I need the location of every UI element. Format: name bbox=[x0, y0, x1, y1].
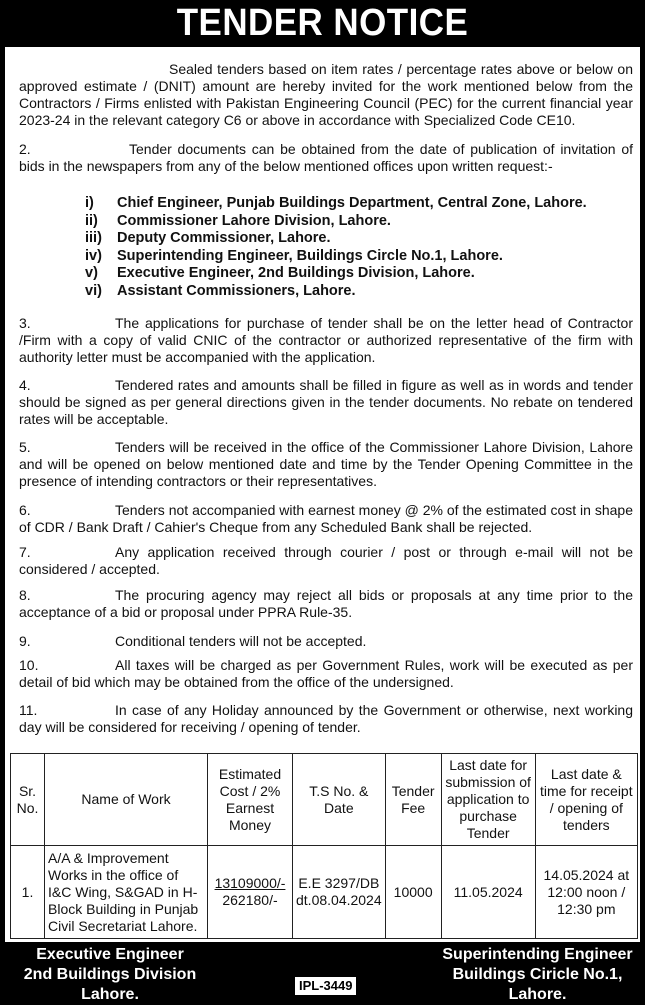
header-estimated-cost: Estimated Cost / 2% Earnest Money bbox=[208, 754, 293, 846]
paragraph-text: Tender documents can be obtained from the date of publication of invitation of bids in the newspapers from any of the below mentioned offices upon written request:- bbox=[19, 141, 633, 174]
signatory-line: 2nd Buildings Division bbox=[23, 966, 197, 983]
signatory-line: Lahore. bbox=[508, 986, 567, 1003]
item-number: vi) bbox=[85, 282, 102, 299]
paragraph-number: 4. bbox=[19, 377, 31, 393]
header-name-of-work: Name of Work bbox=[45, 754, 208, 846]
item-text: Executive Engineer, 2nd Buildings Division, Lahore. bbox=[117, 265, 475, 282]
paragraph-11 bbox=[19, 702, 633, 736]
paragraph-2 bbox=[19, 141, 633, 175]
item-text: Assistant Commissioners, Lahore. bbox=[117, 282, 356, 299]
item-text: Deputy Commissioner, Lahore. bbox=[117, 230, 331, 247]
list-item bbox=[85, 248, 587, 266]
paragraph-number: 6. bbox=[19, 502, 31, 518]
footer-right-signatory bbox=[435, 945, 640, 1005]
paragraph-text: All taxes will be charged as per Government Rules, work will be executed as per detail of bid which may be obtained from the office of the undersigned. bbox=[19, 657, 633, 690]
item-text: Superintending Engineer, Buildings Circle No.1, Lahore. bbox=[117, 247, 503, 264]
cell-ts: E.E 3297/DB dt.08.04.2024 bbox=[293, 846, 386, 939]
signatory-line: Executive Engineer bbox=[36, 946, 184, 963]
table-row bbox=[11, 846, 638, 939]
paragraph-number: 2. bbox=[19, 141, 31, 157]
header-ts-no: T.S No. & Date bbox=[293, 754, 386, 846]
notice-title: TENDER NOTICE bbox=[176, 2, 469, 44]
paragraph-text: In case of any Holiday announced by the Government or otherwise, next working day will be considered for receiving / opening of tender. bbox=[19, 702, 633, 735]
cell-work: A/A & Improvement Works in the office of I&C Wing, S&GAD in H-Block Building in Punjab Civil Secretariat Lahore. bbox=[45, 846, 208, 939]
table-header-row bbox=[11, 754, 638, 846]
paragraph-text: The applications for purchase of tender shall be on the letter head of Contractor /Firm with a copy of valid CNIC of the contractor or authorized representative of the firm with authority letter must be accompanied with the application. bbox=[19, 315, 633, 365]
header-submission-date: Last date for submission of application to purchase Tender bbox=[441, 754, 535, 846]
item-number: ii) bbox=[85, 212, 98, 229]
paragraph-text: Tenders will be received in the office of the Commissioner Lahore Division, Lahore and will be opened on below mentioned date and time by the Tender Opening Committee in the presence of intending contractors or their representatives. bbox=[19, 439, 633, 489]
paragraph-number: 5. bbox=[19, 439, 31, 455]
paragraph-10 bbox=[19, 657, 633, 691]
list-item bbox=[85, 265, 587, 283]
item-text: Chief Engineer, Punjab Buildings Department, Central Zone, Lahore. bbox=[117, 195, 587, 211]
paragraph-4 bbox=[19, 377, 633, 428]
paragraph-9 bbox=[19, 633, 633, 650]
footer-left-signatory bbox=[10, 945, 210, 1005]
paragraph-1 bbox=[19, 61, 633, 129]
signatory-line: Buildings Ciricle No.1, bbox=[452, 966, 623, 983]
list-item bbox=[85, 213, 587, 231]
list-item bbox=[85, 195, 587, 213]
header-tender-fee: Tender Fee bbox=[385, 754, 441, 846]
cell-opening: 14.05.2024 at 12:00 noon / 12:30 pm bbox=[535, 846, 637, 939]
paragraph-number: 10. bbox=[19, 657, 39, 673]
cell-cost bbox=[208, 846, 293, 939]
cell-sr: 1. bbox=[11, 846, 45, 939]
paragraph-number: 3. bbox=[19, 315, 31, 331]
paragraph-text: The procuring agency may reject all bids or proposals at any time prior to the acceptance of a bid or proposal under PPRA Rule-35. bbox=[19, 587, 633, 620]
paragraph-text: Tenders not accompanied with earnest money @ 2% of the estimated cost in shape of CDR / Bank Draft / Cahier's Cheque from any Scheduled Bank shall be rejected. bbox=[19, 502, 633, 535]
item-number: iv) bbox=[85, 247, 102, 264]
paragraph-7 bbox=[19, 544, 633, 578]
list-item bbox=[85, 283, 587, 301]
paragraph-3 bbox=[19, 315, 633, 366]
offices-list bbox=[85, 195, 587, 301]
item-number: v) bbox=[85, 265, 98, 282]
item-number: i) bbox=[85, 195, 94, 211]
list-item bbox=[85, 230, 587, 248]
estimated-cost: 13109000/- bbox=[214, 875, 286, 891]
ipl-code: IPL-3449 bbox=[295, 977, 356, 995]
earnest-money: 262180/- bbox=[222, 892, 278, 908]
paragraph-5 bbox=[19, 439, 633, 490]
paragraph-text: Tendered rates and amounts shall be filled in figure as well as in words and tender should be signed as per general directions given in the tender documents. No rebate on tendered rates will be acceptable. bbox=[19, 377, 633, 427]
signatory-line: Lahore. bbox=[81, 986, 139, 1003]
notice-body bbox=[5, 47, 640, 942]
paragraph-number: 11. bbox=[19, 702, 38, 718]
tender-table bbox=[10, 753, 638, 939]
paragraph-text: Sealed tenders based on item rates / percentage rates above or below on approved estimate / (DNIT) amount are hereby invited for the work mentioned below from the Contractors / Firms enlisted with Pakistan Engineering Council (PEC) for the current financial year 2023-24 in the relevant category C6 or above in accordance with Specialized Code CE10. bbox=[19, 61, 633, 128]
signatory-line: Superintending Engineer bbox=[442, 946, 633, 963]
paragraph-text: Any application received through courier / post or through e-mail will not be considered / accepted. bbox=[19, 544, 633, 577]
item-number: iii) bbox=[85, 230, 102, 247]
item-text: Commissioner Lahore Division, Lahore. bbox=[117, 212, 391, 229]
header-sr-no: Sr. No. bbox=[11, 754, 45, 846]
cell-fee: 10000 bbox=[385, 846, 441, 939]
paragraph-number: 7. bbox=[19, 544, 31, 560]
paragraph-6 bbox=[19, 502, 633, 536]
cell-submission: 11.05.2024 bbox=[441, 846, 535, 939]
header-opening-date: Last date & time for receipt / opening of tenders bbox=[535, 754, 637, 846]
paragraph-number: 8. bbox=[19, 587, 31, 603]
paragraph-number: 9. bbox=[19, 633, 31, 649]
paragraph-text: Conditional tenders will not be accepted. bbox=[115, 633, 367, 649]
paragraph-8 bbox=[19, 587, 633, 621]
